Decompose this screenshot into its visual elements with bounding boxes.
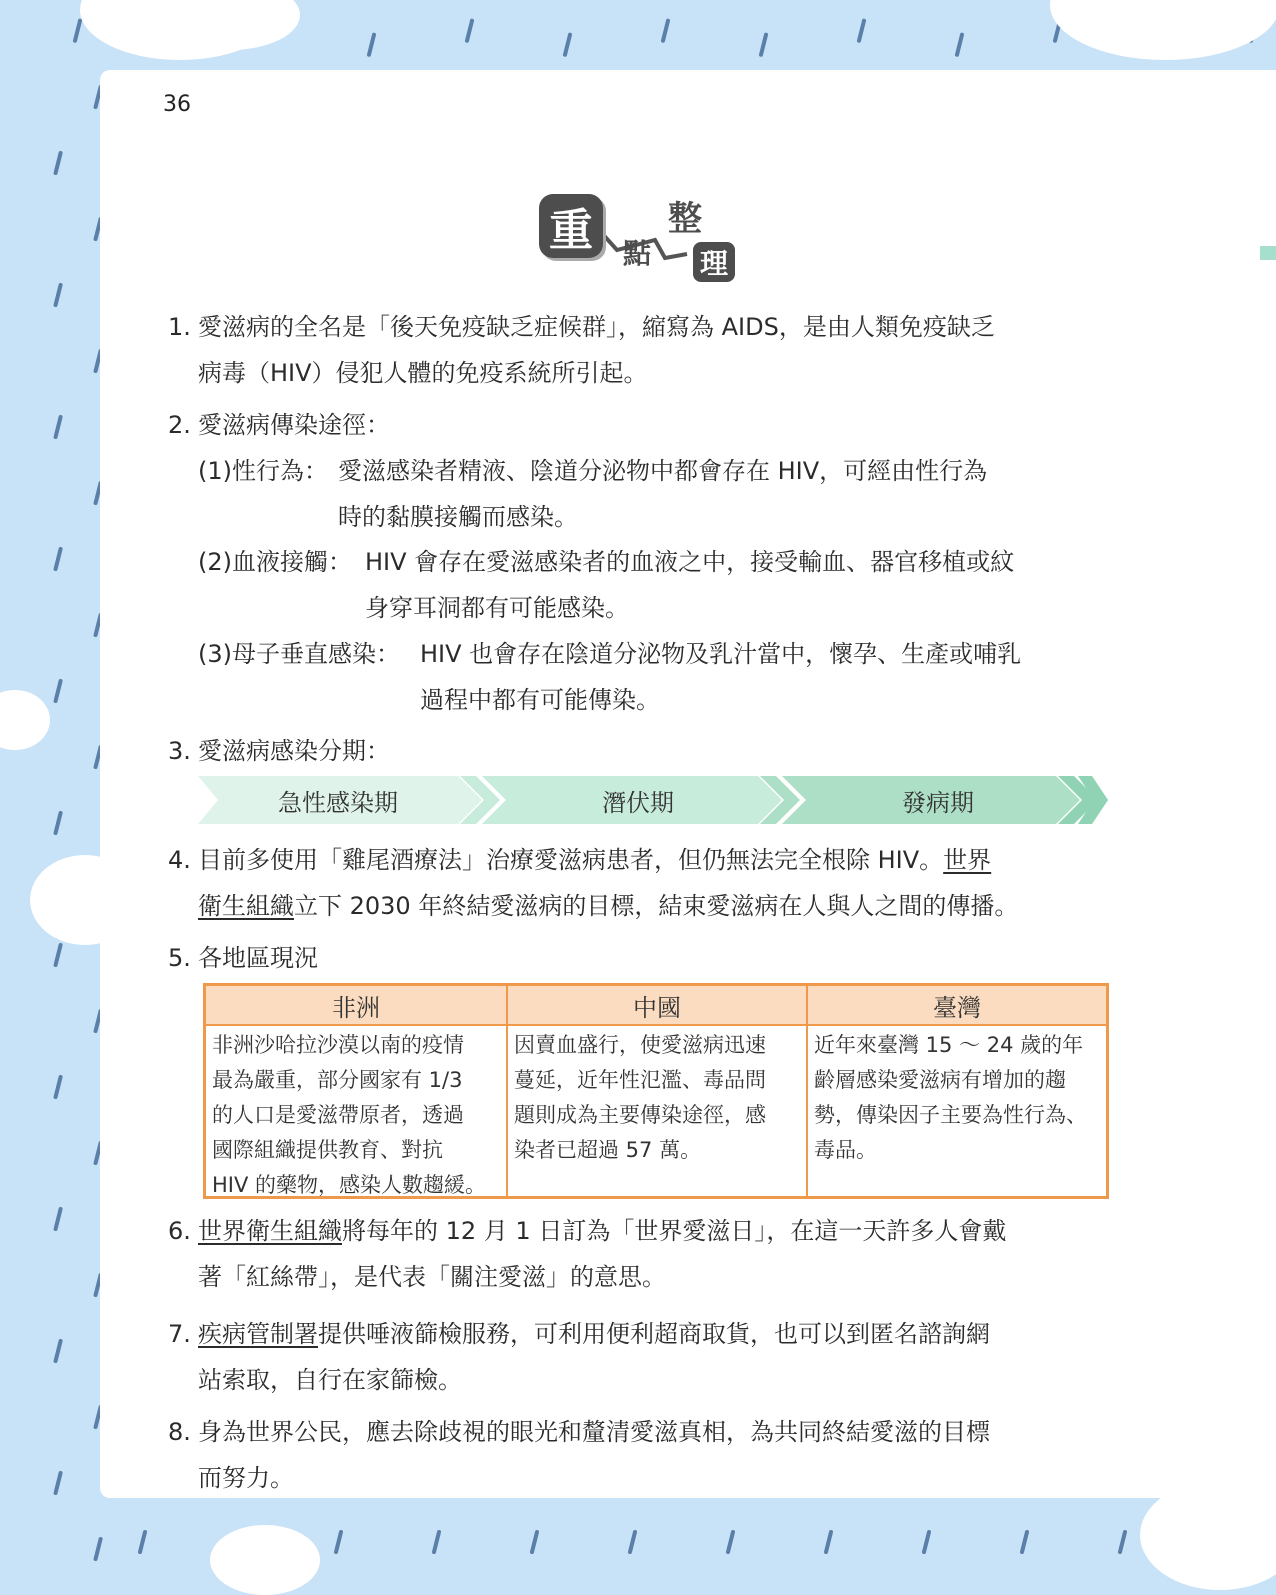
item-text: 愛滋病感染分期： xyxy=(198,737,390,765)
table-header-china: 中國 xyxy=(508,986,806,1024)
item-number: 1. xyxy=(168,313,191,341)
rain-streak xyxy=(663,21,668,41)
cell-line: 染者已超過 57 萬。 xyxy=(514,1138,702,1162)
rain-streak xyxy=(336,1532,341,1552)
org-name-who: 世界 xyxy=(943,846,992,874)
route-label: (3)母子垂直感染： xyxy=(198,640,400,668)
cell-line: 近年來臺灣 15 ～ 24 歲的年 xyxy=(814,1033,1084,1057)
item-text: 各地區現況 xyxy=(198,944,318,972)
title-badge xyxy=(537,192,742,284)
rain-streak xyxy=(532,1532,537,1552)
rain-streak xyxy=(56,153,61,173)
page-number: 36 xyxy=(163,92,191,117)
rain-streak xyxy=(957,35,962,55)
route-label: (1)性行為： xyxy=(198,457,328,485)
route-text-line: 過程中都有可能傳染。 xyxy=(420,686,660,714)
cloud-bottom-left xyxy=(210,1525,320,1595)
item-text-line: 站索取，自行在家篩檢。 xyxy=(198,1366,462,1394)
rain-streak xyxy=(728,1532,733,1552)
title-char-1: 重 xyxy=(539,194,603,258)
table-cell-taiwan xyxy=(808,1024,1106,1196)
side-tab xyxy=(1260,246,1276,260)
rain-streak xyxy=(826,1532,831,1552)
rain-streak xyxy=(859,21,864,41)
item-text-segment: 立下 2030 年終結愛滋病的目標，結束愛滋病在人與人之間的傳播。 xyxy=(294,892,1019,920)
rain-streak xyxy=(56,945,61,965)
item-number: 5. xyxy=(168,944,191,972)
region-status-table xyxy=(203,983,1109,1199)
rain-streak xyxy=(140,1532,145,1552)
title-char-2: 點 xyxy=(622,237,651,270)
table-header-africa: 非洲 xyxy=(206,986,506,1024)
rain-streak xyxy=(56,1209,61,1229)
item-number: 8. xyxy=(168,1418,191,1446)
item-text-line: 身為世界公民，應去除歧視的眼光和釐清愛滋真相，為共同終結愛滋的目標 xyxy=(198,1418,990,1446)
item-text: 愛滋病傳染途徑： xyxy=(198,411,390,439)
rain-streak xyxy=(56,681,61,701)
item-text-line: 而努力。 xyxy=(198,1464,294,1492)
item-text-segment: 提供唾液篩檢服務，可利用便利超商取貨，也可以到匿名諮詢網 xyxy=(318,1320,990,1348)
rain-streak xyxy=(56,549,61,569)
item-number: 3. xyxy=(168,737,191,765)
rain-streak xyxy=(467,21,472,41)
rain-streak xyxy=(434,1532,439,1552)
route-text-line: 愛滋感染者精液、陰道分泌物中都會存在 HIV，可經由性行為 xyxy=(338,457,988,485)
item-text-segment: 目前多使用「雞尾酒療法」治療愛滋病患者，但仍無法完全根除 HIV。 xyxy=(198,846,944,874)
cell-line: 的人口是愛滋帶原者，透過 xyxy=(212,1103,464,1127)
org-name-cdc: 疾病管制署 xyxy=(198,1320,318,1348)
cell-line: 非洲沙哈拉沙漠以南的疫情 xyxy=(212,1033,464,1057)
table-cell-china xyxy=(508,1024,806,1196)
table-cell-africa xyxy=(206,1024,506,1196)
item-number: 4. xyxy=(168,846,191,874)
rain-streak xyxy=(630,1532,635,1552)
rain-streak xyxy=(56,813,61,833)
cell-line: 因賣血盛行，使愛滋病迅速 xyxy=(514,1033,766,1057)
item-number: 6. xyxy=(168,1217,191,1245)
item-text-line: 著「紅絲帶」，是代表「關注愛滋」的意思。 xyxy=(198,1263,666,1291)
cell-line: 勢，傳染因子主要為性行為、 xyxy=(814,1103,1087,1127)
stage-label-2: 潛伏期 xyxy=(602,788,674,817)
title-char-4: 理 xyxy=(693,242,735,282)
route-text-line: 身穿耳洞都有可能感染。 xyxy=(365,594,629,622)
route-3 xyxy=(198,631,1110,723)
item-text-line: 愛滋病的全名是「後天免疫缺乏症候群」，縮寫為 AIDS，是由人類免疫缺乏 xyxy=(198,313,995,341)
cell-line: HIV 的藥物，感染人數趨緩。 xyxy=(212,1173,487,1197)
rain-streak xyxy=(1022,1532,1027,1552)
rain-streak xyxy=(56,417,61,437)
rain-streak xyxy=(924,1532,929,1552)
cell-line: 毒品。 xyxy=(814,1138,877,1162)
cell-line: 國際組織提供教育、對抗 xyxy=(212,1138,443,1162)
route-2 xyxy=(198,539,1110,631)
org-name-who: 世界衛生組織 xyxy=(198,1217,342,1245)
rain-streak xyxy=(369,35,374,55)
rain-streak xyxy=(96,1539,101,1559)
item-text-segment: 將每年的 12 月 1 日訂為「世界愛滋日」，在這一天許多人會戴 xyxy=(342,1217,1007,1245)
cell-line: 齡層感染愛滋病有增加的趨 xyxy=(814,1068,1066,1092)
infection-stages xyxy=(198,776,1108,824)
route-text-line: 時的黏膜接觸而感染。 xyxy=(338,503,578,531)
route-1 xyxy=(198,448,1110,540)
rain-streak xyxy=(56,1473,61,1493)
item-text-line: 病毒（HIV）侵犯人體的免疫系統所引起。 xyxy=(198,359,648,387)
stage-label-1: 急性感染期 xyxy=(278,788,398,817)
rain-streak xyxy=(56,1077,61,1097)
rain-streak xyxy=(1120,1532,1125,1552)
cell-line: 蔓延，近年性氾濫、毒品問 xyxy=(514,1068,766,1092)
item-number: 7. xyxy=(168,1320,191,1348)
org-name-who: 衛生組織 xyxy=(198,892,294,920)
cell-line: 題則成為主要傳染途徑，感 xyxy=(514,1103,766,1127)
rain-streak xyxy=(75,21,80,41)
stage-label-3: 發病期 xyxy=(902,788,974,817)
route-text-line: HIV 也會存在陰道分泌物及乳汁當中，懷孕、生產或哺乳 xyxy=(420,640,1022,668)
rain-streak xyxy=(56,1341,61,1361)
item-number: 2. xyxy=(168,411,191,439)
route-label: (2)血液接觸： xyxy=(198,548,352,576)
route-text-line: HIV 會存在愛滋感染者的血液之中，接受輸血、器官移植或紋 xyxy=(365,548,1015,576)
rain-streak xyxy=(565,35,570,55)
table-header-taiwan: 臺灣 xyxy=(808,986,1106,1024)
cell-line: 最為嚴重，部分國家有 1/3 xyxy=(212,1068,463,1092)
title-char-3: 整 xyxy=(668,198,702,239)
rain-streak xyxy=(56,285,61,305)
rain-streak xyxy=(761,35,766,55)
